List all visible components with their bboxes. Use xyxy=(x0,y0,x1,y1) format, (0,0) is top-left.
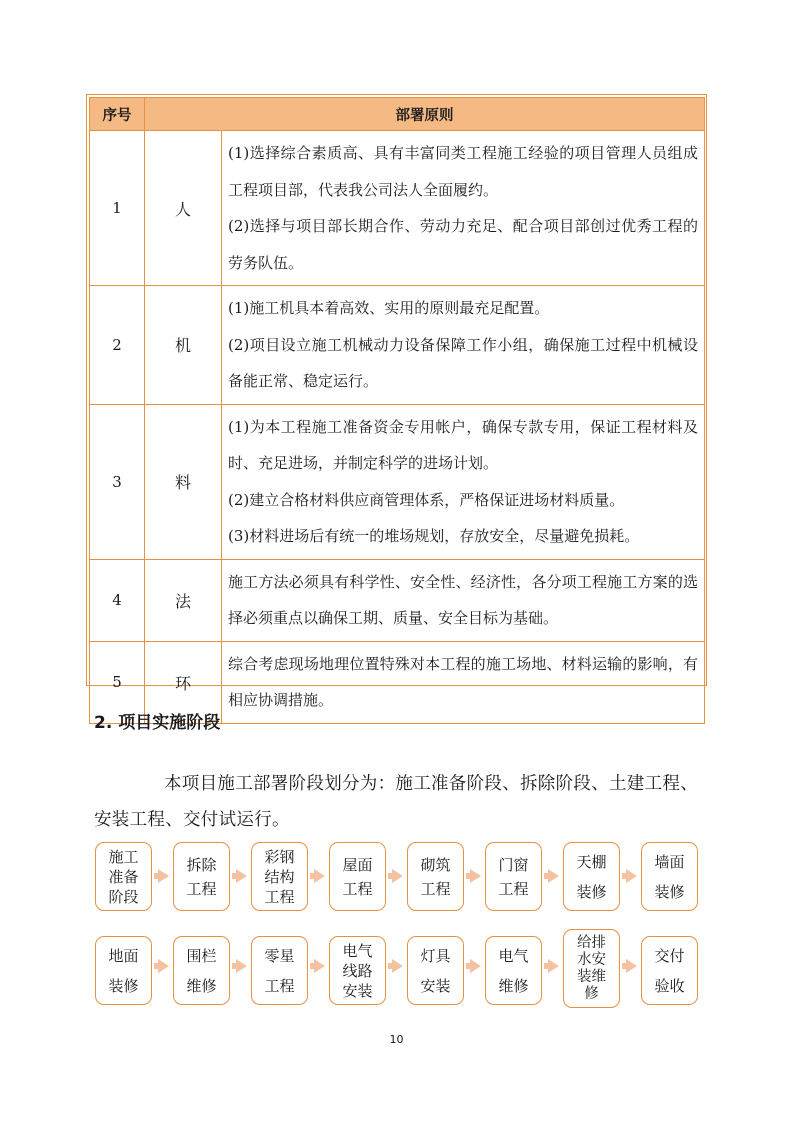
row-category: 人 xyxy=(145,131,222,286)
flow-step-label: 阶段 xyxy=(108,887,139,906)
page-number: 10 xyxy=(389,1033,404,1046)
description-line: (1)选择综合素质高、具有丰富同类工程施工经验的项目管理人员组成工程项目部，代表我公司法人全面履约。 xyxy=(228,144,698,199)
table-row xyxy=(90,404,705,559)
flow-step xyxy=(95,936,152,1005)
arrow-right-icon xyxy=(236,959,247,973)
description-line: (2)建立合格材料供应商管理体系，严格保证进场材料质量。 xyxy=(228,490,625,509)
flow-step xyxy=(407,936,464,1005)
row-category: 料 xyxy=(145,404,222,559)
flow-step-label: 结构 xyxy=(264,867,295,886)
arrow-right-icon xyxy=(392,869,403,883)
flow-step-label: 围栏 xyxy=(186,946,217,965)
row-category: 机 xyxy=(145,286,222,405)
row-number: 2 xyxy=(90,286,145,405)
flow-step-label: 砌筑 xyxy=(420,855,451,874)
flow-step-label: 地面 xyxy=(108,946,139,965)
flow-step xyxy=(95,842,152,911)
row-description xyxy=(222,404,705,559)
flow-step-label: 修 xyxy=(584,985,599,1002)
row-number: 1 xyxy=(90,131,145,286)
flow-step-label: 门窗 xyxy=(498,855,529,874)
row-number: 3 xyxy=(90,404,145,559)
description-line: (3)材料进场后有统一的堆场规划，存放安全，尽量避免损耗。 xyxy=(228,527,640,545)
flow-step-label: 工程 xyxy=(342,879,373,898)
flow-step-label: 装修 xyxy=(576,882,607,901)
flow-step xyxy=(641,936,698,1005)
flow-step-label: 准备 xyxy=(108,867,139,886)
flow-step xyxy=(173,936,230,1005)
flow-step-label: 安装 xyxy=(342,981,373,1000)
flow-step-label: 施工 xyxy=(108,847,139,866)
deployment-principles-table xyxy=(89,97,705,724)
description-line: (1)为本工程施工准备资金专用帐户，确保专款专用，保证工程材料及时、充足进场，并制定科学的进场计划。 xyxy=(228,417,698,472)
row-description xyxy=(222,286,705,405)
flow-step-label: 电气 xyxy=(342,941,373,960)
description-line: (2)项目设立施工机械动力设备保障工作小组，确保施工过程中机械设备能正常、稳定运行。 xyxy=(228,335,698,390)
arrow-right-icon xyxy=(548,959,559,973)
flow-step-label: 墙面 xyxy=(654,852,685,871)
flow-step xyxy=(173,842,230,911)
section-heading: 2. 项目实施阶段 xyxy=(94,713,221,733)
flow-step-label: 装修 xyxy=(654,882,685,901)
flow-step-label: 屋面 xyxy=(342,855,373,874)
header-principle: 部署原则 xyxy=(145,98,705,131)
description-line: 施工方法必须具有科学性、安全性、经济性，各分项工程施工方案的选择必须重点以确保工期、质量、安全目标为基础。 xyxy=(228,572,698,627)
description-line: (2)选择与项目部长期合作、劳动力充足、配合项目部创过优秀工程的劳务队伍。 xyxy=(228,217,698,272)
row-description xyxy=(222,131,705,286)
row-description xyxy=(222,641,705,723)
arrow-right-icon xyxy=(626,959,637,973)
arrow-right-icon xyxy=(626,869,637,883)
flow-step xyxy=(329,842,386,911)
flow-step xyxy=(563,929,620,1008)
flow-step-label: 交付 xyxy=(654,946,685,965)
flow-step xyxy=(251,936,308,1005)
arrow-right-icon xyxy=(158,959,169,973)
flow-step-label: 工程 xyxy=(498,879,529,898)
flow-step xyxy=(407,842,464,911)
header-index: 序号 xyxy=(90,98,145,131)
flow-step-label: 线路 xyxy=(342,961,373,980)
process-flow-row-2 xyxy=(95,925,700,1002)
arrow-right-icon xyxy=(158,869,169,883)
flow-step-label: 灯具 xyxy=(420,946,451,965)
flow-step-label: 装修 xyxy=(108,976,139,995)
flow-step-label: 拆除 xyxy=(186,855,217,874)
flow-step-label: 工程 xyxy=(186,879,217,898)
flow-step xyxy=(485,842,542,911)
flow-step-label: 验收 xyxy=(654,976,685,995)
table-row xyxy=(90,286,705,405)
arrow-right-icon xyxy=(470,959,481,973)
row-number: 5 xyxy=(90,641,145,723)
flow-step-label: 工程 xyxy=(264,887,295,906)
flow-step xyxy=(563,842,620,911)
row-description xyxy=(222,559,705,641)
flow-step-label: 水安 xyxy=(577,951,606,968)
flow-step-label: 给排 xyxy=(577,934,606,951)
process-flow-row-1 xyxy=(95,842,700,912)
flow-step xyxy=(641,842,698,911)
flow-step-label: 装维 xyxy=(577,968,606,985)
arrow-right-icon xyxy=(314,869,325,883)
table-header-row xyxy=(90,98,705,131)
flow-step-label: 电气 xyxy=(498,946,529,965)
flow-step-label: 彩钢 xyxy=(264,847,295,866)
flow-step xyxy=(251,842,308,911)
flow-step-label: 工程 xyxy=(264,976,295,995)
description-line: (1)施工机具本着高效、实用的原则最充足配置。 xyxy=(228,299,550,317)
flow-step-label: 安装 xyxy=(420,976,451,995)
arrow-right-icon xyxy=(314,959,325,973)
arrow-right-icon xyxy=(470,869,481,883)
arrow-right-icon xyxy=(236,869,247,883)
flow-step xyxy=(329,936,386,1005)
arrow-right-icon xyxy=(392,959,403,973)
section-paragraph: 本项目施工部署阶段划分为：施工准备阶段、拆除阶段、土建工程、安装工程、交付试运行。 xyxy=(94,774,698,830)
table-row xyxy=(90,131,705,286)
flow-step-label: 工程 xyxy=(420,879,451,898)
flow-step xyxy=(485,936,542,1005)
row-number: 4 xyxy=(90,559,145,641)
flow-step-label: 天棚 xyxy=(576,852,607,871)
flow-step-label: 维修 xyxy=(186,976,217,995)
row-category: 法 xyxy=(145,559,222,641)
arrow-right-icon xyxy=(548,869,559,883)
flow-step-label: 零星 xyxy=(264,946,295,965)
row-category: 环 xyxy=(145,641,222,723)
description-line: 综合考虑现场地理位置特殊对本工程的施工场地、材料运输的影响，有相应协调措施。 xyxy=(228,654,698,709)
table-row xyxy=(90,559,705,641)
flow-step-label: 维修 xyxy=(498,976,529,995)
